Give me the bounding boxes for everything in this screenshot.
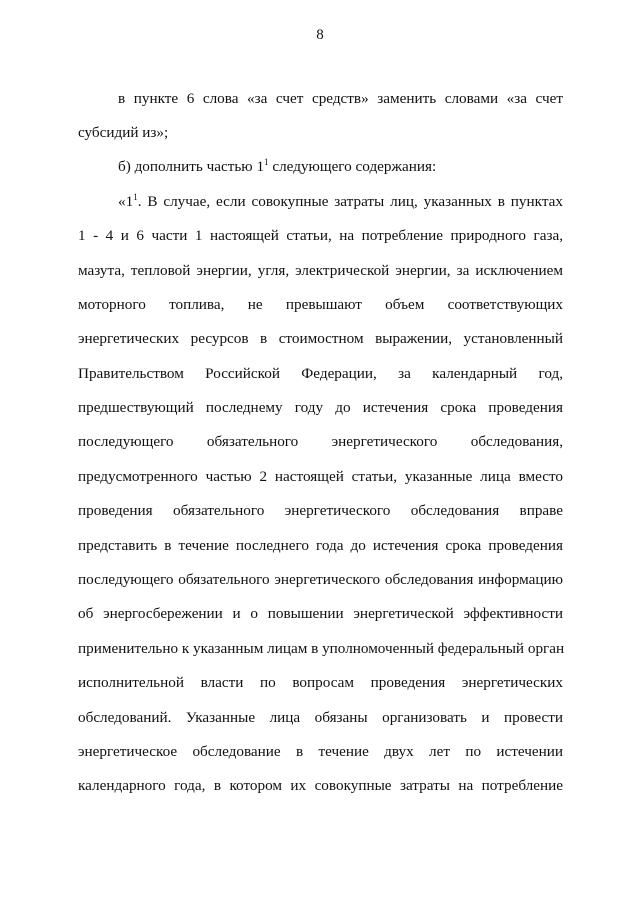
text-segment: следующего содержания: [268,158,437,175]
text-line: в пункте 6 слова «за счет средств» заменить словами «за счет [118,90,563,107]
text-segment: . В случае, если совокупные затраты лиц, указанных в пунктах [137,193,563,210]
text-line: энергетических ресурсов в стоимостном выражении, установленный [78,330,563,347]
text-line: календарного года, в котором их совокупные затраты на потребление [78,777,563,794]
text-line: исполнительной власти по вопросам проведения энергетических [78,674,563,691]
text-segment: б) дополнить частью 1 [118,158,265,175]
text-line: применительно к указанным лицам в уполномоченный федеральный орган [78,640,565,657]
superscript: 1 [133,192,138,202]
text-segment: «1 [118,193,134,210]
text-line: последующего обязательного энергетического обследования, [78,433,563,450]
text-line: мазута, тепловой энергии, угля, электрической энергии, за исключением [78,262,563,279]
text-line: энергетическое обследование в течение двух лет по истечении [78,743,563,760]
text-line: последующего обязательного энергетического обследования информацию [78,571,563,588]
text-line [118,157,563,177]
text-line: проведения обязательного энергетического обследования вправе [78,502,563,519]
text-line: моторного топлива, не превышают объем соответствующих [78,296,563,313]
text-line: субсидий из»; [78,124,169,141]
text-line: предусмотренного частью 2 настоящей статьи, указанные лица вместо [78,468,563,485]
text-line: Правительством Российской Федерации, за календарный год, [78,365,563,382]
text-line: 1 - 4 и 6 части 1 настоящей статьи, на потребление природного газа, [78,227,563,244]
text-line: предшествующий последнему году до истечения срока проведения [78,399,563,416]
superscript: 1 [264,157,269,167]
text-line: представить в течение последнего года до истечения срока проведения [78,537,563,554]
text-line: обследований. Указанные лица обязаны организовать и провести [78,709,563,726]
page-number: 8 [316,27,324,43]
text-line [118,192,563,212]
text-line: об энергосбережении и о повышении энергетической эффективности [78,605,563,622]
